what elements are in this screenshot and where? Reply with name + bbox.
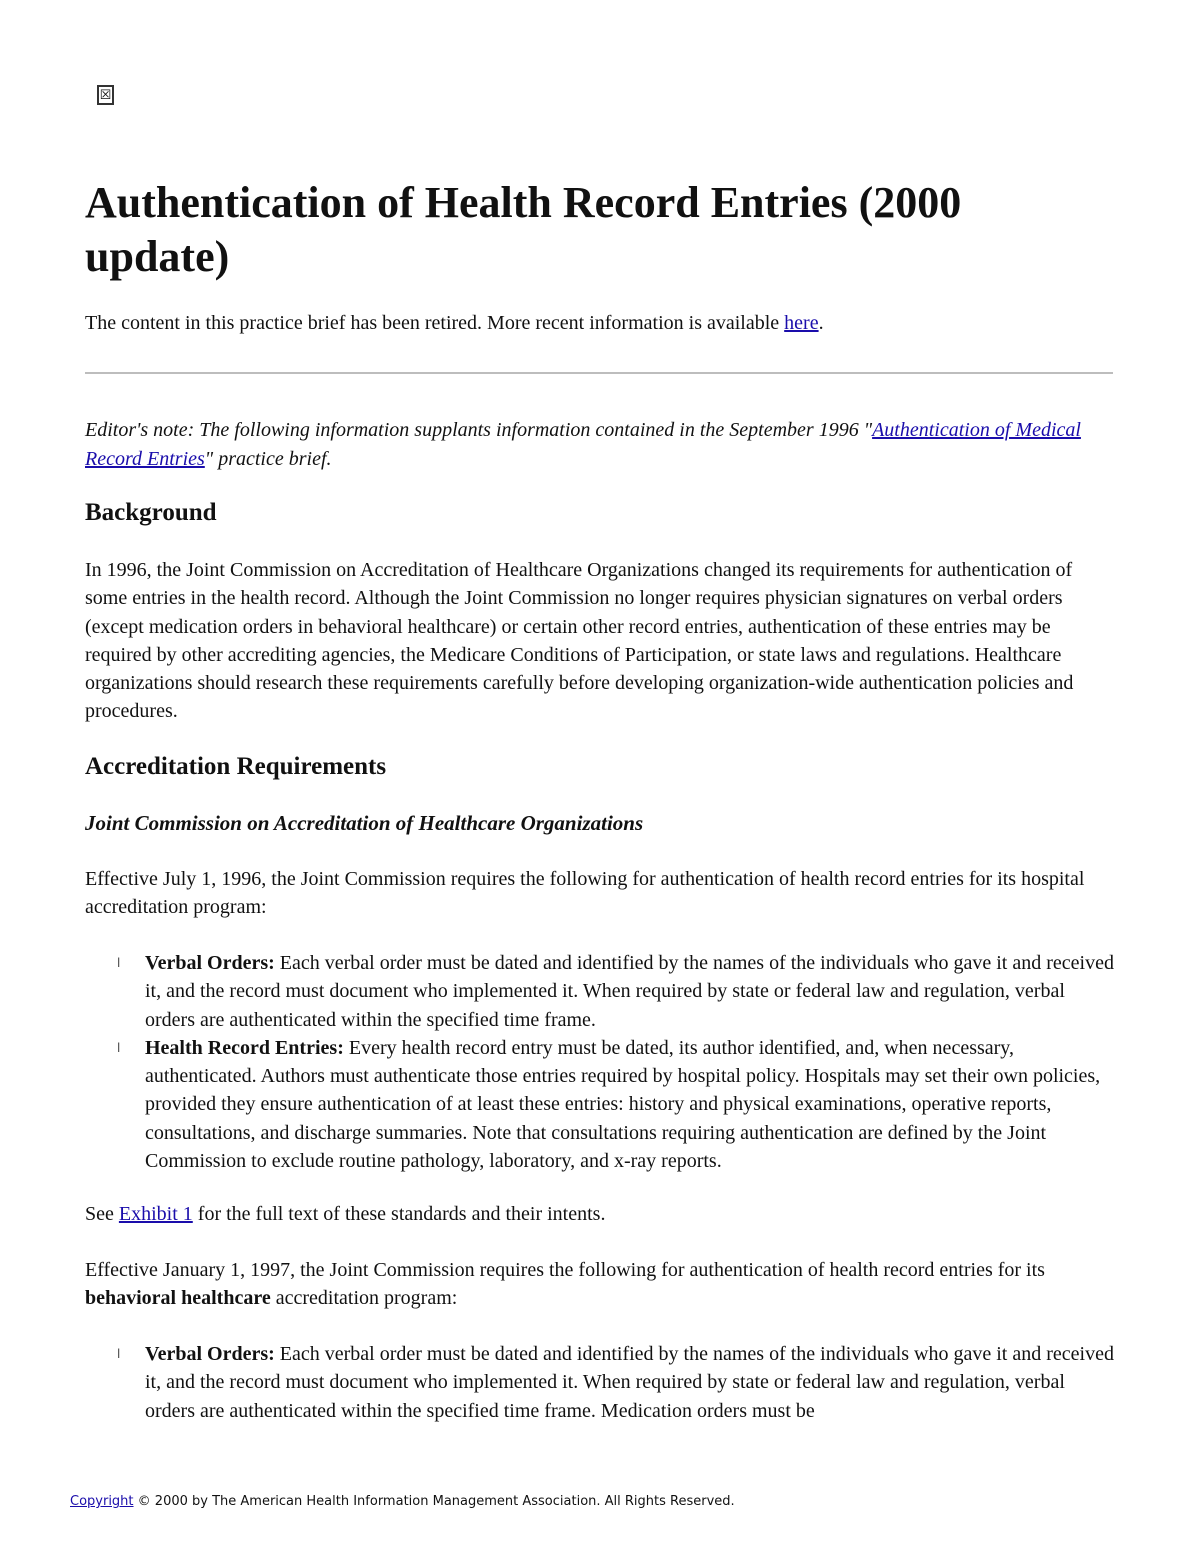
effective-1997-paragraph [85,1256,1115,1313]
list-item [85,1340,1115,1425]
behavioral-healthcare-text: behavioral healthcare [85,1287,271,1310]
retired-notice-period: . [818,312,824,334]
list-item-text: Every health record entry must be dated, its author identified, and, when necessary, authenticated. Authors must authenticate those entries required by hospital policy. Hospitals may set their own policies, provided they ensure authentication of at least these entries: history and physical examinations, operative reports, consultations, and discharge summaries. Note that consultations requiring authentication are defined by the Joint Commission to exclude routine pathology, laboratory, and x-ray reports. [145,1036,1101,1173]
bullet-icon: l [117,1347,121,1361]
accreditation-heading: Accreditation Requirements [85,753,387,780]
background-heading: Background [85,499,217,526]
footer-text: © 2000 by The American Health Information Management Association. All Rights Reserved. [133,1494,735,1509]
retired-notice [85,309,824,337]
list-item [85,1034,1115,1175]
effective-1996-paragraph: Effective July 1, 1996, the Joint Commission requires the following for authentication of health record entries for its hospital accreditation program: [85,868,1085,919]
bullet-icon: l [117,1040,121,1055]
editor-note [85,416,1115,473]
copyright-link[interactable]: Copyright [70,1494,134,1509]
retired-notice-text: The content in this practice brief has been retired. More recent information is available [85,312,785,334]
behavioral-requirements-list [85,1340,1115,1425]
list-item-label: Verbal Orders: [145,952,275,974]
effective-1997-prefix: Effective January 1, 1997, the Joint Commission requires the following for authentication of health record entries for its [85,1259,1045,1281]
list-item-text: Each verbal order must be dated and identified by the names of the individuals who gave it and received it, and the record must document who implemented it. When required by state or federal law and regulation, verbal orders are authenticated within the specified time frame. Medication orders must be [145,1343,1114,1422]
see-exhibit-paragraph [85,1200,1115,1228]
exhibit-1-link[interactable]: Exhibit 1 [118,1203,193,1225]
background-paragraph: In 1996, the Joint Commission on Accreditation of Healthcare Organizations changed its requirements for authentication of some entries in the health record. Although the Joint Commission no longer requires physician signatures on verbal orders (except medication orders in behavioral healthcare) or certain other record entries, authentication of these entries may be required by other accrediting agencies, the Medicare Conditions of Participation, or state laws and regulations. Healthcare organizations should research these requirements carefully before developing organization-wide authentication policies and procedures. [85,559,1074,723]
here-link[interactable]: here [784,312,819,334]
see-prefix: See [85,1203,119,1225]
bullet-icon: l [117,956,121,970]
hospital-requirements-list [85,949,1115,1175]
page-title: Authentication of Health Record Entries (2000 update) [85,178,962,281]
list-item-label: Verbal Orders: [145,1343,275,1365]
jcaho-subheading: Joint Commission on Accreditation of Healthcare Organizations [85,811,644,835]
editor-note-prefix: Editor's note: The following information supplants information contained in the September 1996 " [85,419,873,441]
footer [70,1493,735,1511]
see-suffix: for the full text of these standards and their intents. [192,1203,606,1225]
editor-note-suffix: " practice brief. [204,447,332,470]
list-item-label: Health Record Entries: [145,1036,344,1059]
broken-image-icon: ☒ [97,85,114,105]
effective-1997-suffix: accreditation program: [270,1287,458,1310]
list-item [85,949,1115,1034]
authentication-medical-record-link[interactable]: Authentication of Medical Record Entries [85,419,1081,470]
list-item-text: Each verbal order must be dated and identified by the names of the individuals who gave it and received it, and the record must document who implemented it. When required by state or federal law and regulation, verbal orders are authenticated within the specified time frame. [145,952,1114,1031]
divider [85,372,1113,374]
